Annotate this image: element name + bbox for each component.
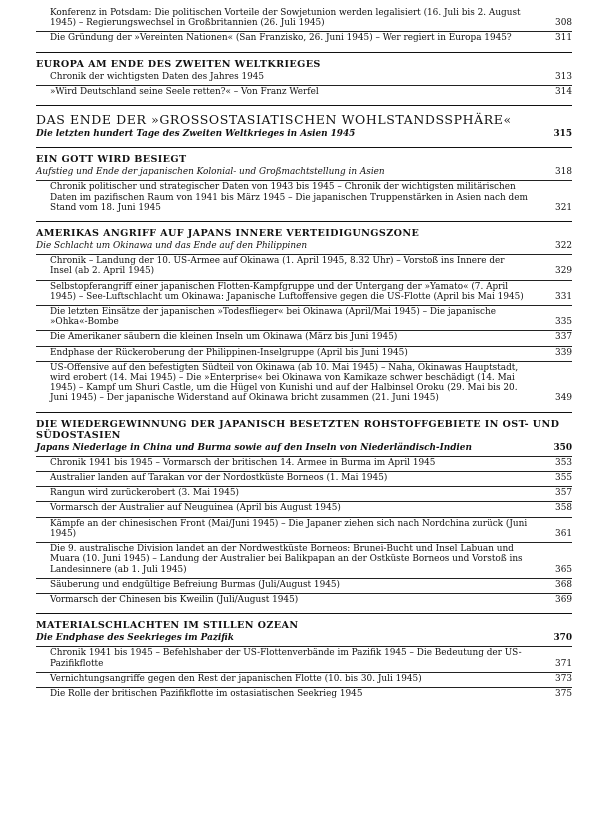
toc-section bbox=[36, 221, 572, 404]
toc-section bbox=[36, 8, 572, 44]
toc-section bbox=[36, 412, 572, 605]
section-subheading bbox=[36, 241, 572, 251]
entry-text: Chronik – Landung der 10. US-Armee auf Okinawa (1. April 1945, 8.32 Uhr) – Vorstoß ins Innere der Insel (ab 2. April 1945) bbox=[50, 256, 505, 277]
entry-page: 368 bbox=[555, 579, 572, 590]
entry-text: Die Gründung der »Vereinten Nationen« (San Franzisko, 26. Juni 1945) – Wer regiert in Europa 1945? bbox=[50, 33, 512, 44]
entry-text: Endphase der Rückeroberung der Philippinen-Inselgruppe (April bis Juni 1945) bbox=[50, 347, 408, 358]
toc-section bbox=[36, 105, 572, 139]
subheading-text: Die letzten hundert Tage des Zweiten Weltkrieges in Asien 1945 bbox=[36, 129, 356, 140]
toc-entry bbox=[36, 501, 572, 513]
section-subheading bbox=[36, 633, 572, 643]
section-subheading bbox=[36, 129, 572, 139]
entry-text: Selbstopferangriff einer japanischen Flotten-Kampfgruppe und der Untergang der »Yamato« (7. April 1945) – See-Luftschlacht um Okinawa: Japanische Luftoffensive gegen die US-Flotte (April bis Mai 1945) bbox=[50, 281, 524, 302]
entry-text: Vormarsch der Australier auf Neuguinea (April bis August 1945) bbox=[50, 503, 341, 514]
entry-text: Chronik 1941 bis 1945 – Vormarsch der britischen 14. Armee in Burma im April 1945 bbox=[50, 457, 436, 468]
toc-entry bbox=[36, 85, 572, 97]
entry-page: 358 bbox=[555, 503, 572, 514]
section-heading: DIE WIEDERGEWINNUNG DER JAPANISCH BESETZTEN ROHSTOFFGEBIETE IN OST- UND SÜDOSTASIEN bbox=[36, 412, 572, 441]
toc-entry bbox=[36, 180, 572, 213]
entry-page: 337 bbox=[555, 332, 572, 343]
entry-text: Chronik politischer und strategischer Daten von 1943 bis 1945 – Chronik der wichtigsten militärischen Daten im pazifischen Raum von 1941 bis März 1945 – Die japanischen Truppenstärken in Asien nach dem Stand vom 18. Juni 1945 bbox=[50, 182, 528, 213]
entry-page: 355 bbox=[555, 473, 572, 484]
toc-entry bbox=[36, 8, 572, 28]
entry-page: 308 bbox=[555, 18, 572, 29]
entry-page: 353 bbox=[555, 457, 572, 468]
toc-section bbox=[36, 52, 572, 97]
toc-section bbox=[36, 613, 572, 699]
entry-text: US-Offensive auf den befestigten Südteil von Okinawa (ab 10. Mai 1945) – Naha, Okinawas Hauptstadt, wird erobert (14. Mai 1945) – Die »Enterprise« bei Okinawa von Kamikaze schwer beschädigt (14. Mai 1945) – Kampf um Shuri Castle, um die Hügel von Kunishi und auf der Halbinsel Oroku (29. Mai bis 20. Juni 1945) – Der japanische Widerstand auf Okinawa bricht zusammen (21. Juni 1945) bbox=[50, 362, 519, 404]
toc-entry bbox=[36, 471, 572, 483]
toc-section bbox=[36, 147, 572, 213]
subheading-page: 322 bbox=[555, 241, 572, 252]
subheading-page: 370 bbox=[553, 633, 572, 644]
entry-text: »Wird Deutschland seine Seele retten?« – Von Franz Werfel bbox=[50, 86, 319, 97]
toc-entry bbox=[36, 456, 572, 468]
entry-page: 339 bbox=[555, 347, 572, 358]
entry-text: Chronik 1941 bis 1945 – Befehlshaber der US-Flottenverbände im Pazifik 1945 – Die Bedeutung der US-Pazifikflotte bbox=[50, 648, 522, 669]
toc-entry bbox=[36, 486, 572, 498]
entry-page: 375 bbox=[555, 688, 572, 699]
entry-page: 331 bbox=[555, 291, 572, 302]
section-heading: EIN GOTT WIRD BESIEGT bbox=[36, 147, 572, 165]
entry-text: Die Amerikaner säubern die kleinen Inseln um Okinawa (März bis Juni 1945) bbox=[50, 332, 398, 343]
toc-entry bbox=[36, 280, 572, 302]
entry-text: Rangun wird zurückerobert (3. Mai 1945) bbox=[50, 488, 239, 499]
entry-text: Konferenz in Potsdam: Die politischen Vorteile der Sowjetunion werden legalisiert (16. Juli bis 2. August 1945) – Regierungswechsel in Großbritannien (26. Juli 1945) bbox=[50, 8, 521, 29]
entry-text: Vormarsch der Chinesen bis Kweilin (Juli/August 1945) bbox=[50, 594, 299, 605]
toc-entry bbox=[36, 542, 572, 575]
subheading-text: Aufstieg und Ende der japanischen Kolonial- und Großmachtstellung in Asien bbox=[36, 167, 385, 178]
subheading-text: Die Endphase des Seekrieges im Pazifik bbox=[36, 633, 234, 644]
section-subheading bbox=[36, 167, 572, 177]
toc-entry bbox=[36, 646, 572, 668]
entry-page: 371 bbox=[555, 658, 572, 669]
subheading-page: 318 bbox=[555, 167, 572, 178]
toc-entry bbox=[36, 361, 572, 404]
entry-text: Australier landen auf Tarakan vor der Nordostküste Borneos (1. Mai 1945) bbox=[50, 473, 388, 484]
toc-entry bbox=[36, 593, 572, 605]
toc-entry bbox=[36, 305, 572, 327]
table-of-contents bbox=[36, 8, 572, 702]
toc-entry bbox=[36, 517, 572, 539]
subheading-page: 315 bbox=[553, 129, 572, 140]
entry-text: Chronik der wichtigsten Daten des Jahres 1945 bbox=[50, 71, 265, 82]
entry-text: Säuberung und endgültige Befreiung Burmas (Juli/August 1945) bbox=[50, 579, 340, 590]
entry-page: 361 bbox=[555, 528, 572, 539]
section-subheading bbox=[36, 443, 572, 453]
entry-text: Die Rolle der britischen Pazifikflotte im ostasiatischen Seekrieg 1945 bbox=[50, 688, 363, 699]
section-heading: MATERIALSCHLACHTEN IM STILLEN OZEAN bbox=[36, 613, 572, 631]
entry-page: 313 bbox=[555, 71, 572, 82]
subheading-page: 350 bbox=[553, 442, 572, 453]
entry-page: 335 bbox=[555, 317, 572, 328]
entry-page: 349 bbox=[555, 393, 572, 404]
entry-page: 321 bbox=[555, 202, 572, 213]
entry-text: Vernichtungsangriffe gegen den Rest der japanischen Flotte (10. bis 30. Juli 1945) bbox=[50, 673, 422, 684]
subheading-text: Japans Niederlage in China und Burma sowie auf den Inseln von Niederländisch-Indien bbox=[36, 442, 472, 453]
subheading-text: Die Schlacht um Okinawa und das Ende auf den Philippinen bbox=[36, 241, 308, 252]
section-heading: DAS ENDE DER »GROSSOSTASIATISCHEN WOHLSTANDSSPHÄRE« bbox=[36, 105, 572, 127]
section-heading: AMERIKAS ANGRIFF AUF JAPANS INNERE VERTEIDIGUNGSZONE bbox=[36, 221, 572, 239]
entry-page: 314 bbox=[555, 86, 572, 97]
toc-entry bbox=[36, 687, 572, 699]
entry-text: Kämpfe an der chinesischen Front (Mai/Juni 1945) – Die Japaner ziehen sich nach Nordchina zurück (Juni 1945) bbox=[50, 518, 528, 539]
toc-entry bbox=[36, 254, 572, 276]
toc-entry bbox=[36, 72, 572, 82]
entry-page: 311 bbox=[555, 33, 572, 44]
entry-text: Die letzten Einsätze der japanischen »Todesflieger« bei Okinawa (April/Mai 1945) – Die japanische »Ohka«-Bombe bbox=[50, 307, 496, 328]
toc-entry bbox=[36, 346, 572, 358]
entry-text: Die 9. australische Division landet an der Nordwestküste Borneos: Brunei-Bucht und Insel Labuan und Muara (10. Juni 1945) – Landung der Australier bei Balikpapan an der Ostküste Borneos und Vorstoß ins Landesinnere (ab 1. Juli 1945) bbox=[50, 544, 523, 575]
toc-entry bbox=[36, 578, 572, 590]
entry-page: 373 bbox=[555, 673, 572, 684]
toc-entry bbox=[36, 330, 572, 342]
toc-entry bbox=[36, 31, 572, 43]
toc-entry bbox=[36, 672, 572, 684]
entry-page: 365 bbox=[555, 564, 572, 575]
entry-page: 357 bbox=[555, 488, 572, 499]
section-heading: EUROPA AM ENDE DES ZWEITEN WELTKRIEGES bbox=[36, 52, 572, 70]
entry-page: 369 bbox=[555, 594, 572, 605]
entry-page: 329 bbox=[555, 266, 572, 277]
